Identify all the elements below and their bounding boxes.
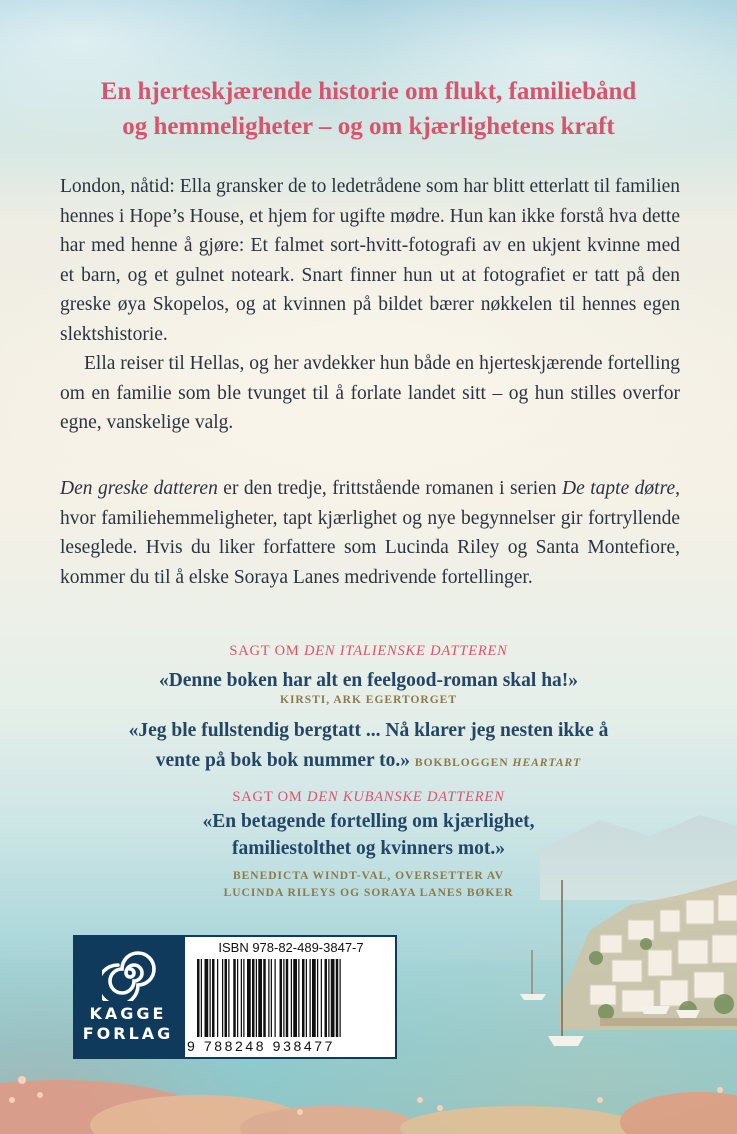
series-name: De tapte døtre [562,478,676,499]
series-text-mid: er den tredje, frittstående romanen i serien [217,478,563,499]
headline-line-2: og hemmeligheter – og om kjærlighetens kraft [122,113,615,140]
headline [40,74,697,144]
headline-line-1: En hjerteskjærende historie om flukt, familiebånd [100,78,637,105]
said-prefix: SAGT OM [232,789,308,805]
attribution-2-prefix: BOKBLOGGEN [414,757,513,769]
said-title: DEN KUBANSKE DATTEREN [307,789,505,805]
said-about-heading [40,643,697,660]
review-quote-3-line-2: familiestolthet og kvinners mot.» [232,838,505,859]
synopsis-paragraph-2: Ella reiser til Hellas, og her avdekker hun både en hjerteskjærende fortelling om en familie som ble tvunget til å forlate landet sitt – og hun stilles overfor egne, vanskelige valg. [60,353,680,433]
review-attribution-1: KIRSTI, ARK EGERTORGET [280,694,457,706]
review-quote-2-line-2 [40,746,697,778]
attribution-2-name: HEARTART [512,757,582,769]
synopsis-paragraph-1: London, nåtid: Ella gransker de to ledetrådene som har blitt etterlatt til familien hennes i Hope’s House, et hjem for ugifte mødre. Hun kan ikke forstå hva dette har med henne å gjøre: Et falmet sort-hvitt-fotografi av en ukjent kvinne med et barn, og et gulnet noteark. Snart finner hun ut at fotografiet er tatt på den greske øya Skopelos, og at kvinnen på bildet bærer nøkkelen til hennes egen slektshistorie. [60,176,681,345]
publisher-logo [73,935,183,1059]
said-about-heading [40,789,697,806]
isbn-label: ISBN 978-82-489-3847-7 [218,940,364,955]
review-block-cuban [40,789,697,902]
review-block-italian [40,643,697,778]
spiral-icon [102,945,158,1001]
series-paragraph [60,474,680,592]
review-quote-2-text: vente på bok bok nummer to.» [155,750,411,771]
review-quote-2 [40,716,697,778]
publisher-name-line-1: KAGGE [89,1004,167,1023]
review-quote-3 [40,808,697,862]
said-title: DEN ITALIENSKE DATTEREN [303,643,508,659]
review-attribution-2 [415,757,581,769]
review-attribution-3-line-1: BENEDICTA WINDT-VAL, OVERSETTER AV [232,870,505,882]
series-text-rest: , hvor familiehemmeligheter, tapt kjærlighet og nye begynnelser gir fortryllende leseglede. Hvis du liker forfattere som Lucinda Riley og Santa Montefiore, kommer du til å elske Soraya Lanes medrivende fortellinger. [60,478,680,588]
review-quote-3-line-1: «En betagende fortelling om kjærlighet, [202,811,535,832]
barcode-bars [197,959,387,1037]
said-prefix: SAGT OM [229,643,304,659]
review-attribution-3 [40,868,697,902]
review-quote-2-line-1: «Jeg ble fullstendig bergtatt ... Nå klarer jeg nesten ikke å [128,720,609,741]
barcode-digits: 9 788248 938477 [187,1038,335,1054]
publisher-name [75,1004,181,1044]
book-title: Den greske datteren [60,478,218,499]
isbn-barcode [183,935,397,1059]
review-quote-1: «Denne boken har alt en feelgood-roman skal ha!» [158,670,579,691]
review-attribution-3-line-2: LUCINDA RILEYS OG SORAYA LANES BØKER [223,887,514,899]
publisher-name-line-2: FORLAG [82,1024,174,1043]
